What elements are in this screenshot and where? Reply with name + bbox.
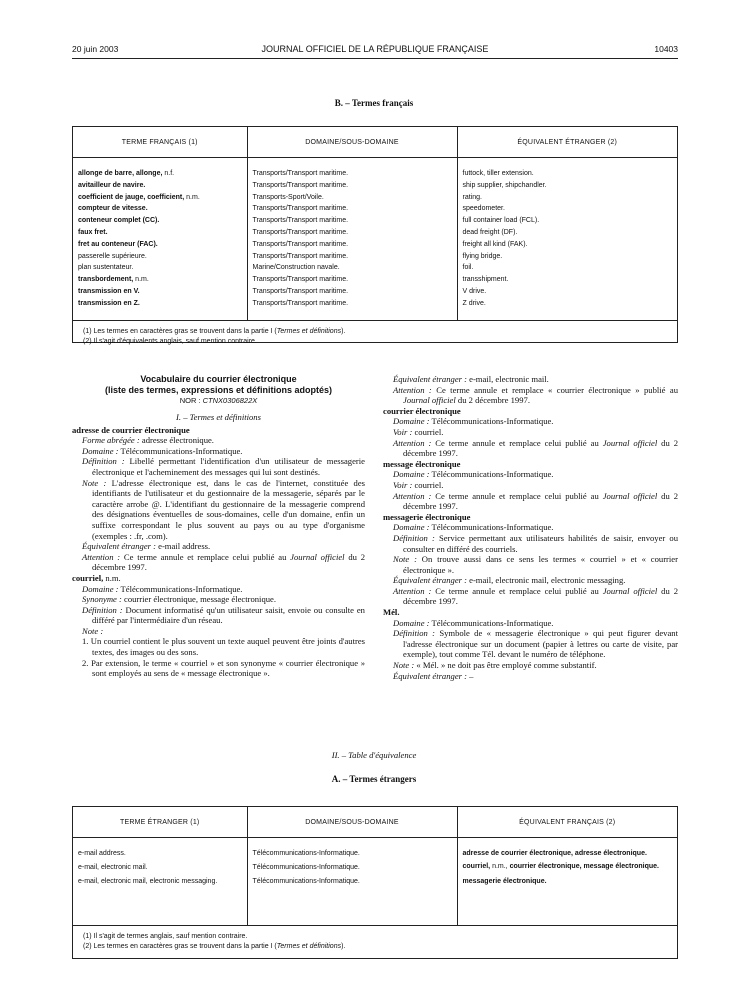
term-cell: conteneur complet (CC). (73, 215, 247, 227)
equivalent-cell: ship supplier, shipchandler. (462, 181, 547, 189)
right-column (383, 374, 678, 681)
domain-cell: Transports/Transport maritime. (247, 286, 457, 298)
term-field: Note : (82, 625, 104, 636)
term-field: Attention : Ce terme annule et remplace celui publié au Journal officiel du 2 décembre 1997. (393, 490, 679, 512)
table-row (73, 192, 677, 204)
term-cell: coefficient de jauge, coefficient, n.m. (73, 192, 247, 204)
term-cell: passerelle supérieure. (73, 251, 247, 263)
page-header (72, 44, 678, 58)
table-notes (73, 320, 677, 355)
table-note: (1) Il s'agit de termes anglais, sauf mention contraire. (83, 933, 248, 940)
term-heading: adresse de courrier électronique (72, 424, 190, 435)
equivalent-cell: foil. (462, 264, 474, 272)
equivalent-cell: flying bridge. (462, 252, 503, 260)
term-field: Définition : Libellé permettant l'identification d'un utilisateur de messagerie électronique et l'acheminement des messages qui lui sont destinés. (82, 456, 365, 477)
table-notes (73, 925, 677, 960)
term-field: Équivalent étranger : – (393, 670, 474, 681)
term-field: Domaine : Télécommunications-Informatique. (393, 469, 554, 480)
domain-cell: Transports/Transport maritime. (247, 298, 457, 320)
table-header-cell: TERME ÉTRANGER (1) (73, 807, 247, 838)
table-row (73, 274, 677, 286)
term-field: Synonyme : courrier électronique, message électronique. (82, 594, 276, 605)
term-cell: fret au conteneur (FAC). (73, 239, 247, 251)
note-item: 2. Par extension, le terme « courriel » et son synonyme « courrier électronique » sont employés au sens de « message électronique ». (82, 657, 365, 679)
term-cell: allonge de barre, allonge, n.f. (73, 158, 247, 180)
term-field: Attention : Ce terme annule et remplace celui publié au Journal officiel du 2 décembre 1997. (393, 437, 679, 459)
table-note: (2) Les termes en caractères gras se trouvent dans la partie I (Termes et définitions). (83, 943, 346, 950)
foreign-terms-table (72, 806, 678, 959)
equivalent-cell: full container load (FCL). (462, 217, 540, 225)
equivalent-cell: speedometer. (462, 205, 505, 213)
term-heading: Mél. (383, 607, 400, 618)
term-heading: messagerie électronique (383, 511, 471, 522)
table-header-cell: TERME FRANÇAIS (1) (73, 127, 247, 158)
left-column (72, 374, 365, 679)
table-header-cell: ÉQUIVALENT FRANÇAIS (2) (457, 807, 677, 838)
term-heading: courrier électronique (383, 405, 461, 416)
domain-cell: Transports/Transport maritime. (247, 227, 457, 239)
domain-cell: Transports-Sport/Voile. (247, 192, 457, 204)
table-note: (2) Il s'agit d'équivalents anglais, sauf mention contraire. (83, 337, 257, 345)
header-rule (72, 58, 678, 59)
term-field: Domaine : Télécommunications-Informatique. (393, 522, 554, 533)
term-heading: courriel, n.m. (72, 572, 121, 583)
vocabulary-title: Vocabulaire du courrier électronique (140, 374, 297, 384)
term-field: Équivalent étranger : e-mail, electronic mail. (393, 374, 549, 384)
term-field: Domaine : Télécommunications-Informatique. (82, 583, 243, 594)
french-terms-table (72, 126, 678, 343)
table-row (73, 298, 677, 320)
equivalent-cell: rating. (462, 193, 482, 201)
term-field: Attention : Ce terme annule et remplace celui publié au Journal officiel du 2 décembre 1997. (393, 585, 679, 607)
term-cell: transbordement, n.m. (73, 274, 247, 286)
table-row (73, 251, 677, 263)
table-row (73, 239, 677, 251)
term-field: Domaine : Télécommunications-Informatique. (393, 617, 554, 628)
table-row (73, 180, 677, 192)
domain-cell: Transports/Transport maritime. (247, 215, 457, 227)
equivalent-cell: transshipment. (462, 276, 509, 284)
table-header-cell: DOMAINE/SOUS-DOMAINE (247, 127, 457, 158)
term-cell: avitailleur de navire. (73, 180, 247, 192)
table-note: (1) Les termes en caractères gras se trouvent dans la partie I (Termes et définitions). (83, 327, 346, 335)
term-heading: message électronique (383, 458, 461, 469)
table-row (73, 203, 677, 215)
nor-reference: NOR : CTNX0306822X (179, 396, 258, 405)
table-row: e-mail, electronic mail. Télécommunications-Informatique. courriel, n.m., courrier électronique, message électronique. (73, 860, 677, 874)
term-field: Attention : Ce terme annule et remplace « courrier électronique » publié au Journal officiel du 2 décembre 1997. (393, 384, 678, 406)
domain-cell: Transports/Transport maritime. (247, 158, 457, 180)
table-row: e-mail address. Télécommunications-Informatique. adresse de courrier électronique, adresse électronique. (73, 838, 677, 860)
domain-cell: Transports/Transport maritime. (247, 180, 457, 192)
vocabulary-subtitle: (liste des termes, expressions et définitions adoptés) (104, 384, 333, 395)
domain-cell: Transports/Transport maritime. (247, 251, 457, 263)
term-field: Voir : courriel. (393, 426, 444, 437)
term-cell: transmission en Z. (73, 298, 247, 320)
section-ii-title: II. – Table d'équivalence (331, 750, 417, 760)
header-date: 20 juin 2003 (72, 44, 119, 54)
domain-cell: Transports/Transport maritime. (247, 274, 457, 286)
term-field: Définition : Service permettant aux utilisateurs habilités de saisir, envoyer ou consulter en différé des courriels. (393, 532, 678, 554)
note-item: 1. Un courriel contient le plus souvent un texte auquel peuvent être joints d'autres textes, des images ou des sons. (82, 636, 365, 658)
term-field: Note : On trouve aussi dans ce sens les termes « courriel » et « courrier électronique ». (393, 554, 678, 575)
table-header-cell: DOMAINE/SOUS-DOMAINE (247, 807, 457, 838)
equivalent-cell: V drive. (462, 287, 487, 295)
term-cell: compteur de vitesse. (73, 203, 247, 215)
table-row (73, 262, 677, 274)
header-page-number: 10403 (654, 44, 678, 54)
equivalent-cell: futtock, tiller extension. (462, 170, 534, 177)
term-field: Domaine : Télécommunications-Informatique. (393, 416, 554, 427)
table-row (73, 158, 677, 180)
term-cell: faux fret. (73, 227, 247, 239)
table-row (73, 215, 677, 227)
section-a-title: A. – Termes étrangers (331, 774, 417, 784)
section-i-title: I. – Termes et définitions (176, 412, 261, 422)
domain-cell: Transports/Transport maritime. (247, 203, 457, 215)
term-field: Domaine : Télécommunications-Informatique. (82, 445, 243, 456)
section-b-title: B. – Termes français (334, 98, 414, 108)
table-row (73, 286, 677, 298)
equivalent-cell: Z drive. (462, 299, 486, 307)
term-field: Note : L'adresse électronique est, dans le cas de l'internet, constituée des identifiants de l'utilisateur et du gestionnaire de la messagerie, séparés par le caractère arrobe @. L'identifiant du gestionnaire de la messagerie comprend des désignations éventuelles de sous-domaines, celle d'un domaine, enfin un suffixe correspondant le plus souvent au pays ou au type d'organisme (exemples : .fr, .com). (82, 477, 365, 541)
domain-cell: Transports/Transport maritime. (247, 239, 457, 251)
header-journal-title: JOURNAL OFFICIEL DE LA RÉPUBLIQUE FRANÇAISE (261, 44, 489, 54)
equivalent-cell: dead freight (DF). (462, 228, 518, 236)
term-field: Définition : Symbole de « messagerie électronique » qui peut figurer devant l'adresse électronique sur un document (papier à lettres ou carte de visite, par exemple), tout comme Tél. devant le numéro de téléphone. (393, 628, 678, 660)
term-field: Voir : courriel. (393, 479, 444, 490)
term-field: Définition : Document informatisé qu'un utilisateur saisit, envoie ou consulte en différé par l'intermédiaire d'un réseau. (82, 604, 365, 626)
term-cell: plan sustentateur. (73, 262, 247, 274)
table-header-cell: ÉQUIVALENT ÉTRANGER (2) (457, 127, 677, 158)
term-field: Note : « Mél. » ne doit pas être employé comme substantif. (393, 660, 597, 671)
term-field: Attention : Ce terme annule et remplace celui publié au Journal officiel du 2 décembre 1997. (82, 551, 366, 573)
term-cell: transmission en V. (73, 286, 247, 298)
term-field: Équivalent étranger : e-mail address. (82, 541, 211, 552)
term-field: Forme abrégée : adresse électronique. (82, 435, 214, 446)
domain-cell: Marine/Construction navale. (247, 262, 457, 274)
table-row: e-mail, electronic mail, electronic messaging. Télécommunications-Informatique. messagerie électronique. (73, 874, 677, 898)
equivalent-cell: freight all kind (FAK). (462, 240, 528, 248)
term-field: Équivalent étranger : e-mail, electronic mail, electronic messaging. (393, 575, 626, 586)
table-row (73, 227, 677, 239)
